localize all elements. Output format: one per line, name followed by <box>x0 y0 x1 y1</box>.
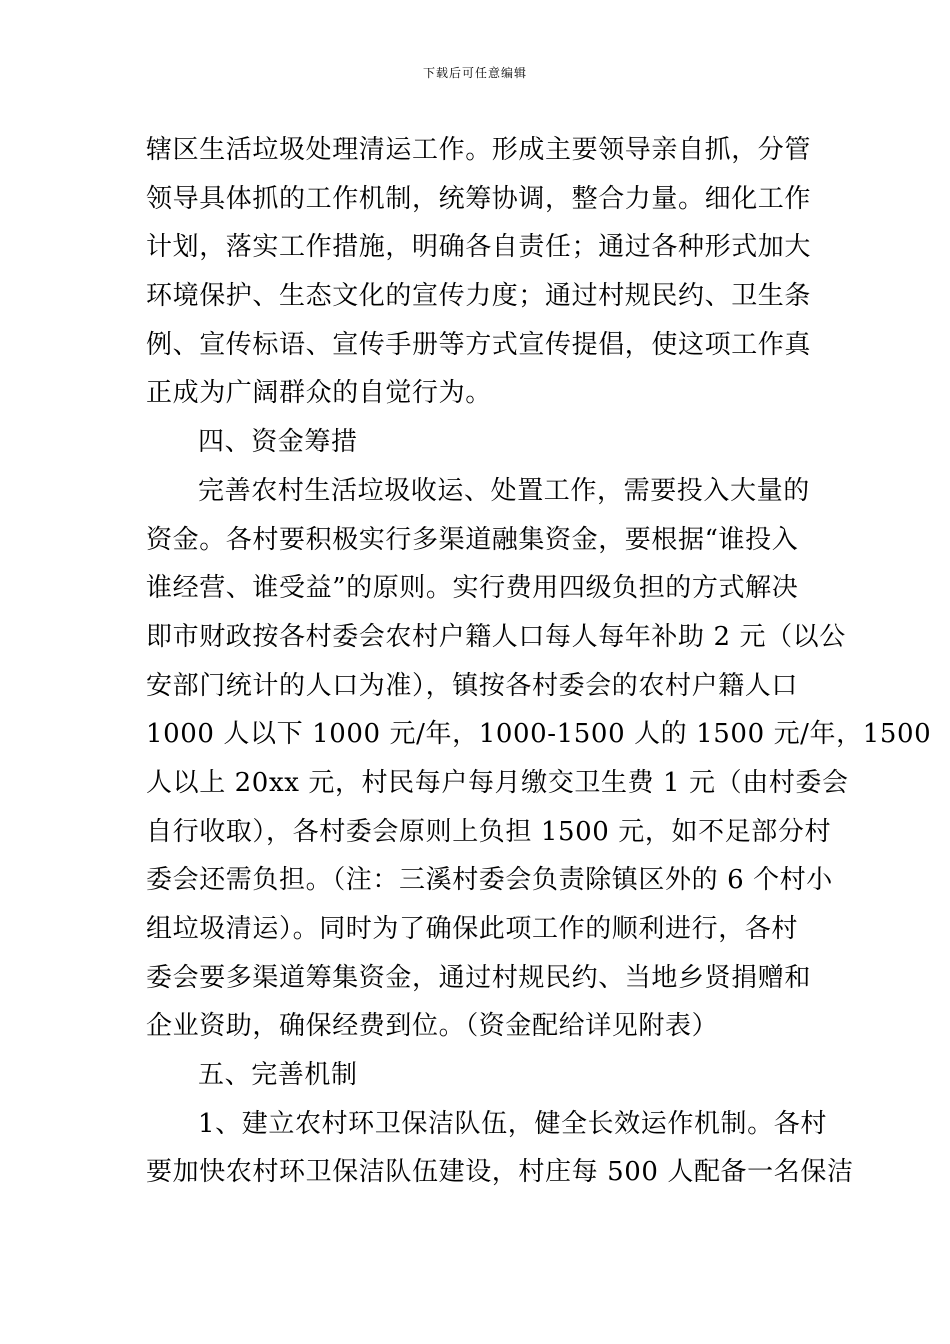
text-line: 资金。各村要积极实行多渠道融集资金，要根据“谁投入 <box>146 524 799 555</box>
text-line: 委会还需负担。（注：三溪村委会负责除镇区外的 6 个村小 <box>146 865 833 896</box>
text-line: 要加快农村环卫保洁队伍建设，村庄每 500 人配备一名保洁 <box>146 1157 854 1188</box>
text-line: 委会要多渠道筹集资金，通过村规民约、当地乡贤捐赠和 <box>146 962 812 993</box>
text-line: 组垃圾清运）。同时为了确保此项工作的顺利进行，各村 <box>146 914 799 944</box>
page-header: 下载后可任意编辑 <box>422 66 527 80</box>
text-line: 1000 人以下 1000 元/年，1000-1500 人的 1500 元/年，1500 <box>146 719 932 750</box>
text-line: 环境保护、生态文化的宣传力度；通过村规民约、卫生条 <box>146 281 812 312</box>
text-line: 正成为广阔群众的自觉行为。 <box>146 378 492 409</box>
text-line: 1、建立农村环卫保洁队伍，健全长效运作机制。各村 <box>198 1108 827 1139</box>
text-line: 例、宣传标语、宣传手册等方式宣传提倡，使这项工作真 <box>146 329 812 360</box>
document-body <box>146 126 932 1197</box>
text-line: 完善农村生活垃圾收运、处置工作，需要投入大量的 <box>198 475 810 506</box>
text-line: 领导具体抓的工作机制，统筹协调，整合力量。细化工作 <box>146 183 812 214</box>
text-line: 人以上 20xx 元，村民每户每月缴交卫生费 1 元（由村委会 <box>146 767 849 798</box>
text-line: 谁经营、谁受益”的原则。实行费用四级负担的方式解决 <box>146 573 799 604</box>
text-line: 企业资助，确保经费到位。（资金配给详见附表） <box>146 1011 719 1042</box>
text-line: 即市财政按各村委会农村户籍人口每人每年补助 2 元（以公 <box>146 621 846 652</box>
text-line: 计划，落实工作措施，明确各自责任；通过各种形式加大 <box>146 232 812 263</box>
text-line: 辖区生活垃圾处理清运工作。形成主要领导亲自抓，分管 <box>146 135 812 165</box>
text-line: 自行收取），各村委会原则上负担 1500 元，如不足部分村 <box>146 816 832 847</box>
text-line: 安部门统计的人口为准），镇按各村委会的农村户籍人口 <box>146 670 799 701</box>
section-heading: 四、资金筹措 <box>198 427 358 458</box>
section-heading: 五、完善机制 <box>198 1060 358 1091</box>
